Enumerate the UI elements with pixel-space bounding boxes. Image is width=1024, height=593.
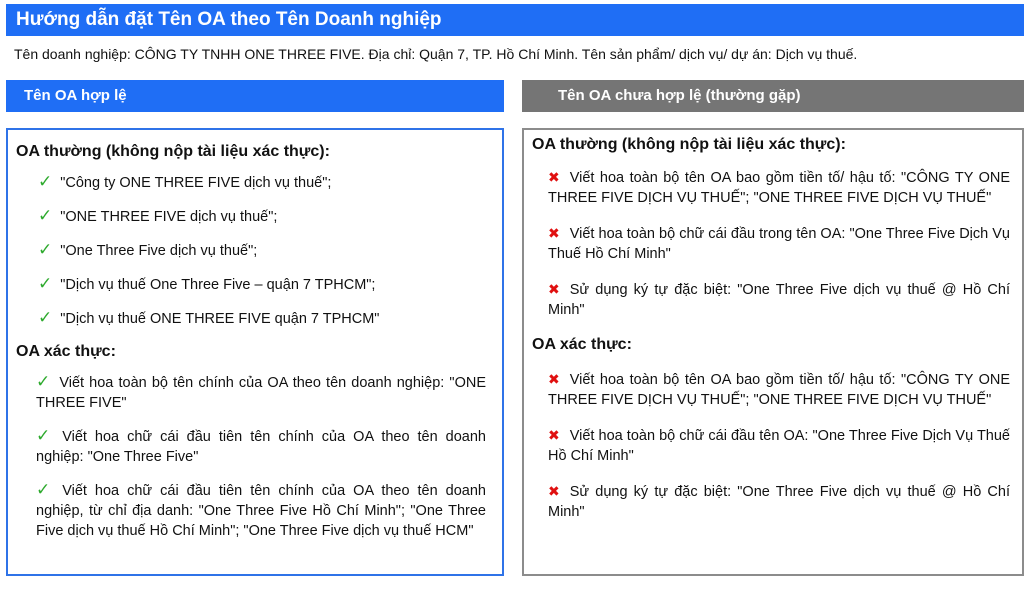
- invalid-names-header: Tên OA chưa hợp lệ (thường gặp): [522, 80, 1024, 112]
- check-mark-icon: ✓: [38, 206, 53, 225]
- check-mark-icon: ✓: [38, 308, 53, 327]
- list-item: ✖ Viết hoa toàn bộ chữ cái đầu trong tên OA: "One Three Five Dịch Vụ Thuế Hồ Chí Minh": [548, 225, 1010, 262]
- cross-mark-icon: ✖: [548, 225, 560, 241]
- page-title: Hướng dẫn đặt Tên OA theo Tên Doanh nghiệp: [16, 9, 442, 30]
- check-mark-icon: ✓: [38, 172, 53, 191]
- list-item: ✓ "One Three Five dịch vụ thuế";: [38, 240, 258, 259]
- list-item: ✖ Viết hoa toàn bộ tên OA bao gồm tiền tố/ hậu tố: "CÔNG TY ONE THREE FIVE DỊCH VỤ THUẾ"; "ONE THREE FIVE DỊCH VỤ THUẾ": [548, 169, 1010, 206]
- check-mark-icon: ✓: [36, 480, 55, 499]
- list-item: ✓ "Dịch vụ thuế ONE THREE FIVE quận 7 TPHCM": [38, 308, 380, 327]
- cross-mark-icon: ✖: [548, 483, 560, 499]
- check-mark-icon: ✓: [38, 240, 53, 259]
- invalid-verified-oa-title: OA xác thực:: [532, 336, 632, 353]
- list-item: ✖ Viết hoa toàn bộ tên OA bao gồm tiền tố/ hậu tố: "CÔNG TY ONE THREE FIVE DỊCH VỤ THUẾ"; "ONE THREE FIVE DỊCH VỤ THUẾ": [548, 371, 1010, 408]
- list-item: ✓ Viết hoa chữ cái đầu tiên tên chính của OA theo tên doanh nghiệp: "One Three Five": [36, 426, 486, 465]
- valid-verified-oa-title: OA xác thực:: [16, 343, 116, 360]
- list-item: ✓ Viết hoa toàn bộ tên chính của OA theo tên doanh nghiệp: "ONE THREE FIVE": [36, 372, 487, 411]
- check-mark-icon: ✓: [38, 274, 53, 293]
- valid-normal-oa-title: OA thường (không nộp tài liệu xác thực):: [16, 143, 330, 160]
- cross-mark-icon: ✖: [548, 427, 560, 443]
- check-mark-icon: ✓: [36, 372, 52, 391]
- invalid-normal-oa-title: OA thường (không nộp tài liệu xác thực):: [532, 136, 846, 153]
- list-item: ✖ Sử dụng ký tự đặc biệt: "One Three Five dịch vụ thuế @ Hồ Chí Minh": [548, 281, 1010, 318]
- list-item: ✓ "Công ty ONE THREE FIVE dịch vụ thuế";: [38, 172, 332, 191]
- list-item: ✖ Viết hoa toàn bộ chữ cái đầu tên OA: "One Three Five Dịch Vụ Thuế Hồ Chí Minh": [548, 427, 1010, 464]
- check-mark-icon: ✓: [36, 426, 55, 445]
- valid-names-header: Tên OA hợp lệ: [6, 80, 504, 112]
- list-item: ✓ Viết hoa chữ cái đầu tiên tên chính của OA theo tên doanh nghiệp, từ chỉ địa danh: "One Three Five Hồ Chí Minh"; "One Three Five dịch vụ thuế Hồ Chí Minh"; "One Three Five dịch vụ thuế HCM": [36, 480, 486, 539]
- cross-mark-icon: ✖: [548, 371, 560, 387]
- invalid-names-panel: [522, 128, 1024, 576]
- cross-mark-icon: ✖: [548, 169, 560, 185]
- list-item: ✖ Sử dụng ký tự đặc biệt: "One Three Five dịch vụ thuế @ Hồ Chí Minh": [548, 483, 1010, 520]
- company-info: Tên doanh nghiệp: CÔNG TY TNHH ONE THREE FIVE. Địa chỉ: Quận 7, TP. Hồ Chí Minh. Tên sản phẩm/ dịch vụ/ dự án: Dịch vụ thuế.: [14, 46, 858, 62]
- title-bar: [6, 4, 1024, 36]
- cross-mark-icon: ✖: [548, 281, 560, 297]
- list-item: ✓ "Dịch vụ thuế One Three Five – quận 7 TPHCM";: [38, 274, 376, 293]
- valid-names-panel: [6, 128, 504, 576]
- list-item: ✓ "ONE THREE FIVE dịch vụ thuế";: [38, 206, 278, 225]
